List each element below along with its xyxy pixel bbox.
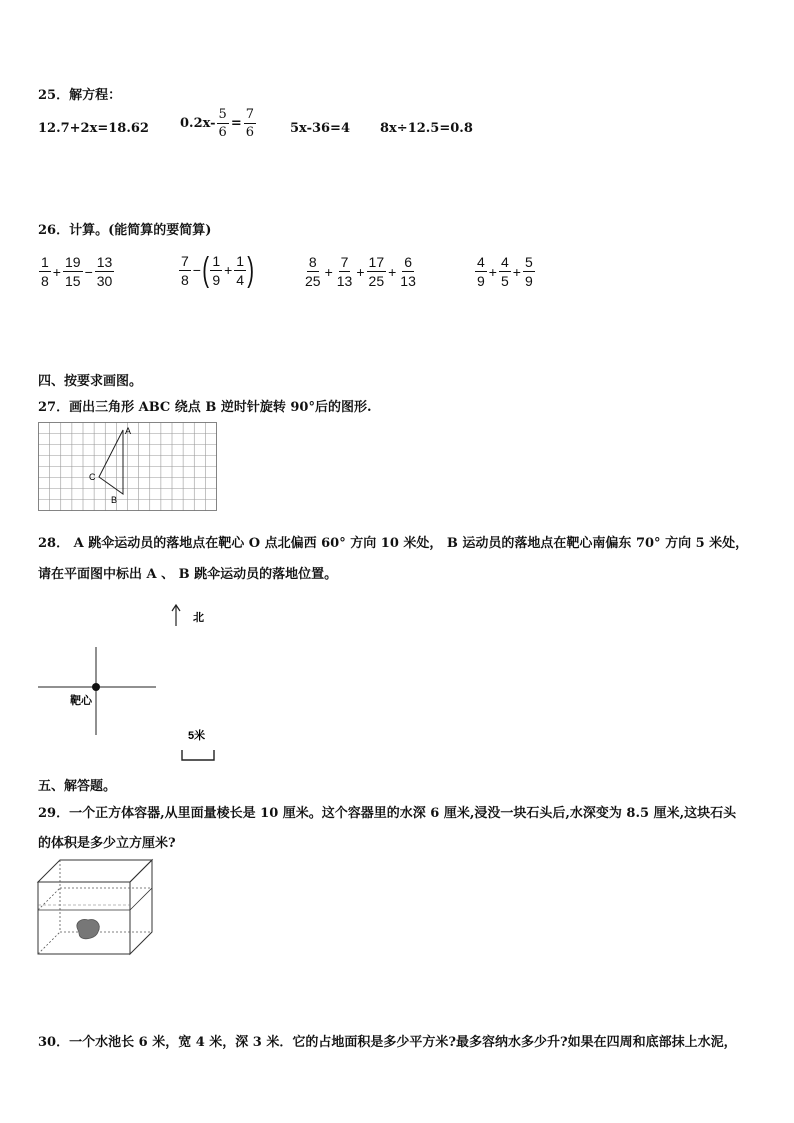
fraction <box>367 255 387 288</box>
numerator: 13 <box>96 254 113 270</box>
denominator: 6 <box>245 125 255 140</box>
target-center-label: 靶心 <box>70 695 92 707</box>
fraction <box>63 255 83 288</box>
denominator: 9 <box>212 271 221 288</box>
q26-expression-3 <box>302 255 419 288</box>
left-parenthesis: ( <box>202 251 210 289</box>
fraction <box>210 254 222 287</box>
numerator: 1 <box>236 252 245 269</box>
q27-title: 27．画出三角形 ABC 绕点 B 逆时针旋转 90°后的图形. <box>38 400 372 415</box>
scale-label: 5米 <box>188 730 206 742</box>
q26-expression-1 <box>38 255 115 288</box>
label-c: C <box>89 472 96 482</box>
fraction <box>303 255 323 288</box>
denominator: 13 <box>336 273 353 289</box>
numerator: 6 <box>404 254 412 270</box>
cube-front-face <box>38 882 130 954</box>
right-parenthesis: ) <box>247 251 255 289</box>
label-b: B <box>111 495 118 505</box>
target-center-dot <box>92 683 100 691</box>
triangle-abc <box>99 430 123 494</box>
numerator: 5 <box>218 107 227 122</box>
fraction <box>475 255 487 288</box>
north-label: 北 <box>193 612 204 624</box>
fraction <box>499 255 511 288</box>
q27-grid-figure <box>38 422 218 512</box>
water-level-back <box>38 888 60 910</box>
q25-eq2-prefix: 0.2x- <box>180 116 216 131</box>
operator: − <box>84 263 93 280</box>
denominator: 4 <box>236 271 245 288</box>
denominator: 8 <box>181 271 189 288</box>
cube-top-face <box>38 860 152 882</box>
numerator: 4 <box>500 254 509 270</box>
denominator: 13 <box>400 273 416 289</box>
operator: − <box>192 262 201 278</box>
numerator: 7 <box>340 254 349 270</box>
numerator: 19 <box>64 254 81 270</box>
q25-eq2-fraction-1 <box>217 108 229 139</box>
q29-text-line-2: 的体积是多少立方厘米? <box>38 836 176 851</box>
label-a: A <box>125 426 132 436</box>
operator: + <box>224 262 233 278</box>
water-level-side <box>130 888 152 910</box>
q25-equation-1: 12.7+2x=18.62 <box>38 121 149 136</box>
q25-equation-3: 5x-36=4 <box>290 121 350 136</box>
fraction <box>95 255 115 288</box>
q25-title: 25．解方程： <box>38 88 122 103</box>
denominator: 5 <box>500 273 509 289</box>
numerator: 1 <box>41 254 49 270</box>
q30-text-line-1: 30．一个水池长 6 米，宽 4 米，深 3 米．它的占地面积是多少平方米?最多容纳水多少升?如果在四周和底部抹上水泥， <box>38 1035 737 1050</box>
denominator: 25 <box>305 273 321 289</box>
q25-eq2-fraction-2 <box>244 108 256 139</box>
operator: + <box>52 263 61 280</box>
q28-target-diagram <box>36 600 236 770</box>
denominator: 30 <box>96 273 113 289</box>
q29-container-figure <box>36 858 156 958</box>
q26-title: 26．计算。(能简算的要简算) <box>38 223 212 238</box>
section-5-heading: 五、解答题。 <box>38 779 117 794</box>
operator: + <box>512 263 521 280</box>
denominator: 9 <box>524 273 533 289</box>
fraction <box>398 255 418 288</box>
q29-text-line-1: 29．一个正方体容器,从里面量棱长是 10 厘米。这个容器里的水深 6 厘米,浸没一块石头后,水深变为 8.5 厘米,这块石头 <box>38 806 737 821</box>
q26-expression-4 <box>474 255 536 288</box>
stone-icon <box>77 919 99 938</box>
denominator: 15 <box>64 273 81 289</box>
denominator: 8 <box>41 273 49 289</box>
numerator: 8 <box>308 254 317 270</box>
numerator: 4 <box>477 254 485 270</box>
equals-sign: = <box>230 116 242 131</box>
q28-text-line-2: 请在平面图中标出 A 、 B 跳伞运动员的落地位置。 <box>38 567 338 582</box>
q28-text-line-1: 28． A 跳伞运动员的落地点在靶心 O 点北偏西 60° 方向 10 米处， B 运动员的落地点在靶心南偏东 70° 方向 5 米处， <box>38 536 749 551</box>
denominator: 6 <box>218 125 227 140</box>
operator: + <box>488 263 497 280</box>
fraction <box>179 254 191 287</box>
numerator: 7 <box>245 107 255 122</box>
numerator: 5 <box>524 254 533 270</box>
numerator: 1 <box>212 252 221 269</box>
q25-equation-2 <box>180 108 257 139</box>
numerator: 17 <box>368 254 385 270</box>
fraction <box>234 254 246 287</box>
operator: + <box>388 263 397 280</box>
numerator: 7 <box>181 252 189 269</box>
section-4-heading: 四、按要求画图。 <box>38 374 143 389</box>
fraction <box>335 255 355 288</box>
fraction <box>39 255 51 288</box>
q25-equation-4: 8x÷12.5=0.8 <box>380 121 473 136</box>
operator: + <box>356 263 365 280</box>
scale-bar <box>182 750 214 760</box>
fraction <box>523 255 535 288</box>
operator: + <box>324 263 333 280</box>
hidden-edge <box>38 932 60 954</box>
q26-expression-2 <box>178 253 254 287</box>
denominator: 25 <box>368 273 385 289</box>
denominator: 9 <box>477 273 485 289</box>
